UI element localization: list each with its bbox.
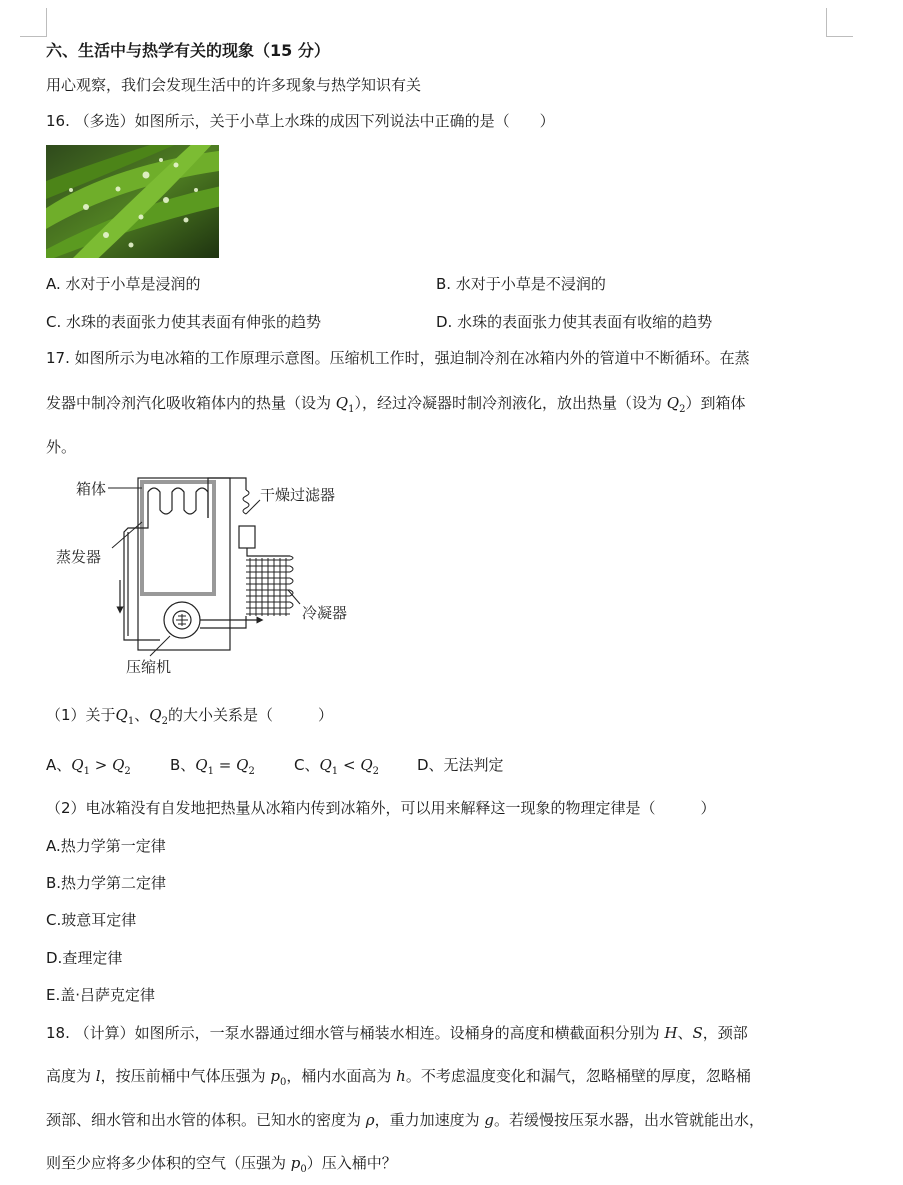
q17-line2: 发器中制冷剂汽化吸收箱体内的热量（设为 $Q_1$），经过冷凝器时制冷剂液化，放出热量（设为 $Q_2$）到箱体 [46,394,746,415]
q2-symbol: $Q_2$ [666,394,686,415]
q18-line1: 18. （计算）如图所示，一泵水器通过细水管与桶装水相连。设桶身的高度和横截面积分别为 H、S，颈部 [46,1024,748,1042]
q16-option-c: C. 水珠的表面张力使其表面有伸张的趋势 [46,313,322,331]
label-evaporator: 蒸发器 [56,548,102,566]
q17-sub2-option-e: E.盖·吕萨克定律 [46,986,156,1004]
q18-line2: 高度为 l，按压前桶中气体压强为 $p_0$，桶内水面高为 h。不考虑温度变化和漏气，忽略桶壁的厚度，忽略桶 [46,1067,751,1088]
section-title: 六、生活中与热学有关的现象（15 分） [46,41,330,60]
q16-option-d: D. 水珠的表面张力使其表面有收缩的趋势 [436,313,713,331]
q17-line1: 17. 如图所示为电冰箱的工作原理示意图。压缩机工作时，强迫制冷剂在冰箱内外的管道中不断循环。在蒸 [46,349,750,367]
q17-sub2-option-a: A.热力学第一定律 [46,837,166,855]
q17-sub2-stem: （2）电冰箱没有自发地把热量从冰箱内传到冰箱外，可以用来解释这一现象的物理定律是（ ） [46,799,716,817]
q17-sub2-option-b: B.热力学第二定律 [46,874,167,892]
q16-stem: 16. （多选）如图所示，关于小草上水珠的成因下列说法中正确的是（ ） [46,112,555,130]
q17-sub1-option-c: C、$Q_1 < Q_2$ [294,756,379,777]
label-compressor: 压缩机 [126,658,172,676]
q18-line4: 则至少应将多少体积的空气（压强为 $p_0$）压入桶中？ [46,1154,397,1175]
q17-sub1-option-a: A、$Q_1 > Q_2$ [46,756,131,777]
q17-sub1-stem: （1）关于$Q_1$、$Q_2$的大小关系是（ ） [46,706,333,727]
refrigerator-diagram [50,470,370,680]
q17-sub1-option-b: B、$Q_1 = Q_2$ [170,756,255,777]
q18-line3: 颈部、细水管和出水管的体积。已知水的密度为 ρ，重力加速度为 g。若缓慢按压泵水器，出水管就能出水， [46,1111,765,1129]
label-box: 箱体 [76,480,107,498]
grass-waterdrops-photo [46,145,219,258]
q16-option-a: A. 水对于小草是浸润的 [46,275,201,293]
label-condenser: 冷凝器 [302,604,348,622]
q17-line3: 外。 [46,438,77,456]
label-filter: 干燥过滤器 [260,486,336,504]
section-intro: 用心观察，我们会发现生活中的许多现象与热学知识有关 [46,76,422,94]
q17-sub1-option-d: D、无法判定 [417,756,504,774]
q17-sub2-option-d: D.查理定律 [46,949,123,967]
crop-mark-top-right [826,8,853,37]
q16-option-b: B. 水对于小草是不浸润的 [436,275,606,293]
q1-symbol: $Q_1$ [335,394,355,415]
q17-sub2-option-c: C.玻意耳定律 [46,911,137,929]
crop-mark-top-left [20,8,47,37]
